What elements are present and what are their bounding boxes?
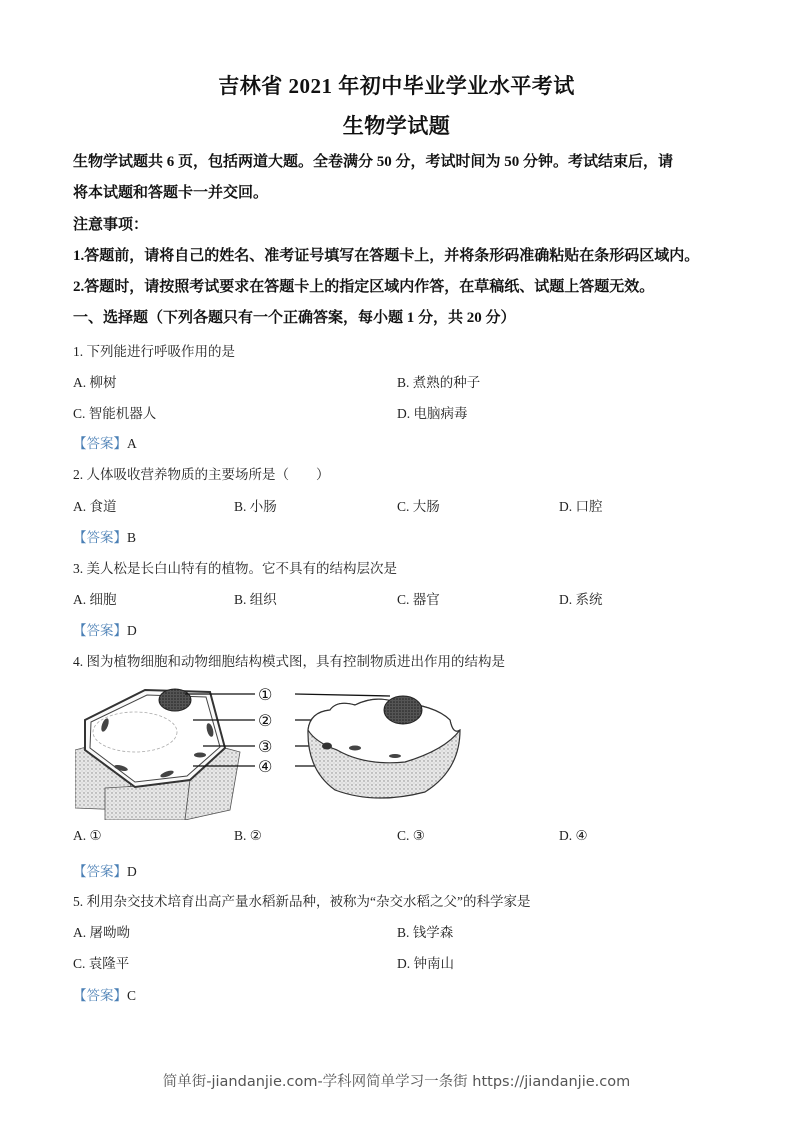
label-3: ③ <box>258 737 273 756</box>
q4-answer <box>73 860 137 880</box>
footer-watermark: 简单街-jiandanjie.com-学科网简单学习一条街 https://jiandanjie.com <box>162 1074 631 1090</box>
q3-option-a[interactable]: A. 细胞 <box>73 592 117 607</box>
answer-label: 【答案】 <box>73 864 127 879</box>
q4-option-b[interactable]: B. ② <box>234 828 262 843</box>
q5-option-b[interactable]: B. 钱学森 <box>397 925 454 940</box>
intro-line-1: 生物学试题共 6 页，包括两道大题。全卷满分 50 分，考试时间为 50 分钟。考试结束后，请 <box>73 154 674 170</box>
label-2: ② <box>258 711 273 730</box>
q5-option-c[interactable]: C. 袁隆平 <box>73 956 130 971</box>
note-2: 2.答题时，请按照考试要求在答题卡上的指定区域内作答，在草稿纸、试题上答题无效。 <box>73 279 655 295</box>
q4-option-c[interactable]: C. ③ <box>397 828 425 843</box>
intro-line-2: 将本试题和答题卡一并交回。 <box>73 185 269 201</box>
q3-option-d[interactable]: D. 系统 <box>559 592 603 607</box>
q1-option-b[interactable]: B. 煮熟的种子 <box>397 375 481 390</box>
question-1-stem: 1. 下列能进行呼吸作用的是 <box>73 344 235 359</box>
note-1: 1.答题前，请将自己的姓名、准考证号填写在答题卡上，并将条形码准确粘贴在条形码区域内。 <box>73 248 700 264</box>
answer-value: A <box>127 436 137 451</box>
q3-answer <box>73 619 137 639</box>
label-4: ④ <box>258 757 273 776</box>
q3-option-b[interactable]: B. 组织 <box>234 592 277 607</box>
q1-option-d[interactable]: D. 电脑病毒 <box>397 406 468 421</box>
q3-option-c[interactable]: C. 器官 <box>397 592 440 607</box>
q4-option-a[interactable]: A. ① <box>73 828 102 843</box>
answer-label: 【答案】 <box>73 988 127 1003</box>
exam-title: 吉林省 2021 年初中毕业学业水平考试 <box>218 74 575 98</box>
answer-value: D <box>127 623 137 638</box>
q2-answer <box>73 526 136 546</box>
section-heading: 一、选择题（下列各题只有一个正确答案，每小题 1 分，共 20 分） <box>73 310 516 326</box>
q2-option-d[interactable]: D. 口腔 <box>559 499 603 514</box>
q1-option-a[interactable]: A. 柳树 <box>73 375 117 390</box>
exam-subtitle: 生物学试题 <box>342 114 451 138</box>
question-5-stem: 5. 利用杂交技术培育出高产量水稻新品种，被称为“杂交水稻之父”的科学家是 <box>73 894 531 909</box>
q2-option-b[interactable]: B. 小肠 <box>234 499 277 514</box>
question-4-stem: 4. 图为植物细胞和动物细胞结构模式图，具有控制物质进出作用的结构是 <box>73 654 505 669</box>
cell-structure-figure <box>75 680 475 820</box>
q1-answer <box>73 432 137 452</box>
plant-cell-diagram <box>75 689 240 820</box>
answer-value: C <box>127 988 137 1003</box>
answer-value: D <box>127 864 137 879</box>
label-1: ① <box>258 685 273 704</box>
answer-label: 【答案】 <box>73 623 127 638</box>
answer-value: B <box>127 530 137 545</box>
q5-option-d[interactable]: D. 钟南山 <box>397 956 454 971</box>
question-2-stem: 2. 人体吸收营养物质的主要场所是（ ） <box>73 467 330 482</box>
answer-label: 【答案】 <box>73 530 127 545</box>
q4-option-d[interactable]: D. ④ <box>559 828 588 843</box>
animal-cell-diagram <box>308 696 460 798</box>
q2-option-a[interactable]: A. 食道 <box>73 499 117 514</box>
question-3-stem: 3. 美人松是长白山特有的植物。它不具有的结构层次是 <box>73 561 397 576</box>
q1-option-c[interactable]: C. 智能机器人 <box>73 406 157 421</box>
notes-heading: 注意事项： <box>73 217 149 233</box>
q5-answer <box>73 984 136 1004</box>
q5-option-a[interactable]: A. 屠呦呦 <box>73 925 130 940</box>
answer-label: 【答案】 <box>73 436 127 451</box>
q2-option-c[interactable]: C. 大肠 <box>397 499 440 514</box>
